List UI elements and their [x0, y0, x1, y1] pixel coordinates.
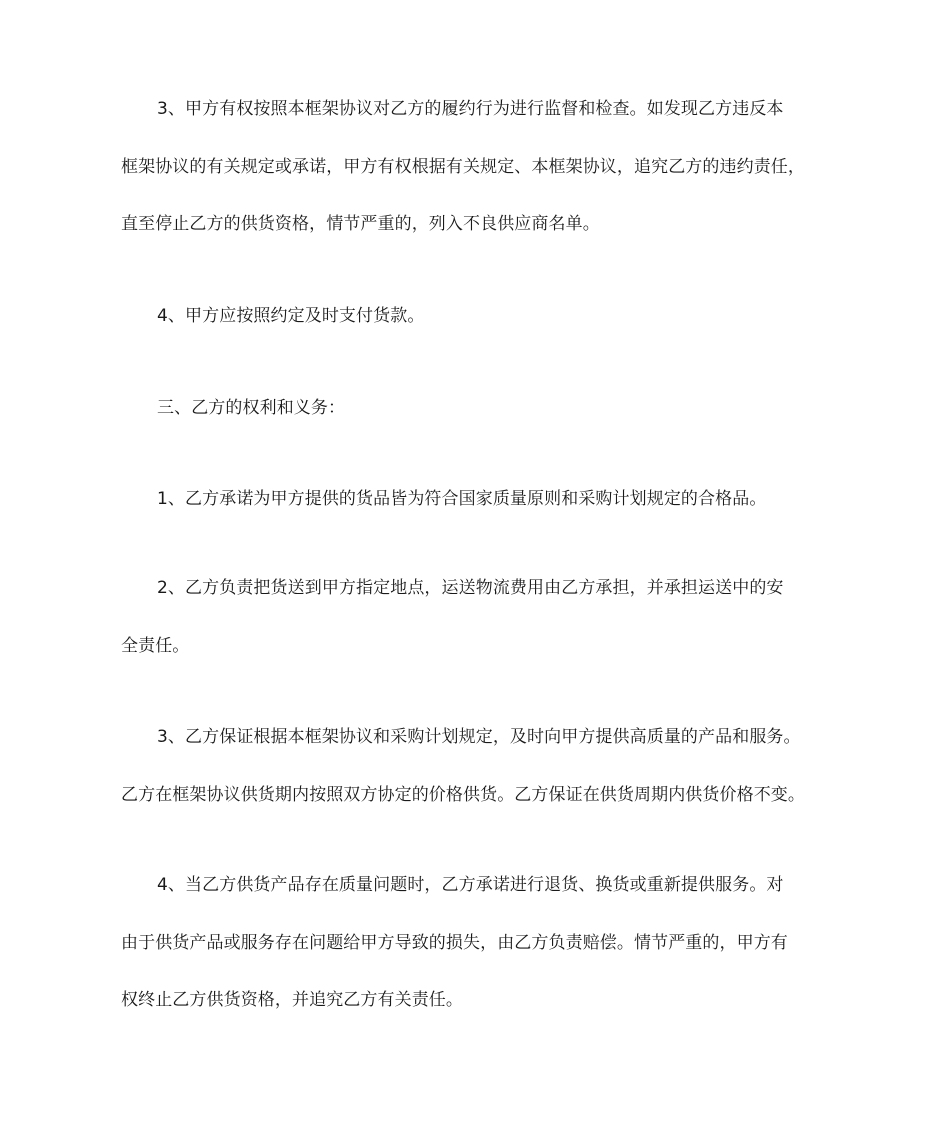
paragraph-1-line-3: 直至停止乙方的供货资格，情节严重的，列入不良供应商名单。 [121, 214, 600, 234]
section-heading: 三、乙方的权利和义务： [157, 398, 346, 418]
paragraph-7-line-2: 由于供货产品或服务存在问题给甲方导致的损失，由乙方负责赔偿。情节严重的，甲方有 [121, 933, 788, 953]
paragraph-6-line-2: 乙方在框架协议供货期内按照双方协定的价格供货。乙方保证在供货周期内供货价格不变。 [121, 785, 805, 805]
paragraph-1-line-1: 3、甲方有权按照本框架协议对乙方的履约行为进行监督和检查。如发现乙方违反本 [157, 99, 784, 119]
paragraph-7-line-1: 4、当乙方供货产品存在质量问题时，乙方承诺进行退货、换货或重新提供服务。对 [157, 875, 784, 895]
paragraph-1-line-2: 框架协议的有关规定或承诺，甲方有权根据有关规定、本框架协议，追究乙方的违约责任， [121, 157, 805, 177]
paragraph-5-line-1: 2、乙方负责把货送到甲方指定地点，运送物流费用由乙方承担，并承担运送中的安 [157, 578, 784, 598]
paragraph-2-line-1: 4、甲方应按照约定及时支付货款。 [157, 306, 425, 326]
paragraph-4-line-1: 1、乙方承诺为甲方提供的货品皆为符合国家质量原则和采购计划规定的合格品。 [157, 489, 767, 509]
paragraph-7-line-3: 权终止乙方供货资格，并追究乙方有关责任。 [121, 990, 463, 1010]
paragraph-6-line-1: 3、乙方保证根据本框架协议和采购计划规定，及时向甲方提供高质量的产品和服务。 [157, 727, 801, 747]
paragraph-5-line-2: 全责任。 [121, 636, 190, 656]
